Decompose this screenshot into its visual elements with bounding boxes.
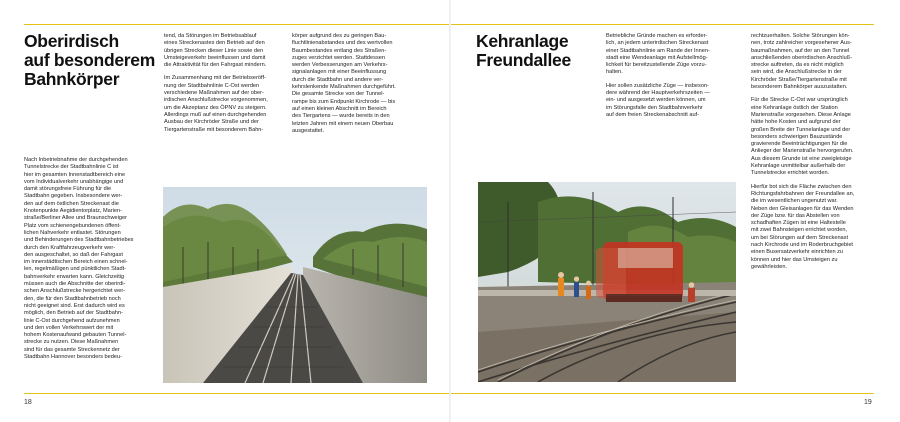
page-title: Oberirdisch auf besonderem Bahnkörper [24, 31, 155, 89]
tunnel-ramp-photo [163, 187, 427, 383]
right-page [450, 0, 900, 422]
paragraph: Hierfür bot sich die Fläche zwischen den Richtungsfahrbahnen der Freundallee an, die im wesentlichen ungenutzt war. Neben den Gleisanlagen für das Wenden der Züge bzw. für das Abstellen von schadhaften Zügen ist eine Haltestelle mit zwei Bahnsteigen errichtet worden, um bei Störungen auf dem Streckenast nach Kirchrode und im Roderbruchgebiet einen Busersatzverkehr einrichten zu können und hier das Umsteigen zu gewährleisten. [751, 183, 855, 270]
text-column-2 [751, 33, 879, 277]
text-column-3 [292, 33, 426, 141]
top-rule [450, 24, 874, 25]
page-number: 19 [864, 399, 872, 406]
text-column-1 [24, 157, 158, 367]
intro-paragraph: Nach Inbetriebnahme der durchgehenden Tunnelstrecke der Stadtbahnlinie C ist hier im gesamten Innenstadtbereich eine vom Individualverkehr unabhängige und damit störungsfreie Führung für die Stadtbahn gegeben. Insbesondere wer- den auf dem östlichen Streckenast die Knotenpunkte Aegidientorplatz, Marien- straße/Berliner Allee und Braunschweiger Platz vom schienengebundenen öffent- lichen Nahverkehr entlastet. Störungen und Behinderungen des Stadtbahnbetriebes durch den Kraftfahrzeugverkehr wer- den ausgeschaltet, so daß der Fahrgast im innerstädtischen Bereich einen schnel- len, regelmäßigen und pünktlichen Stadt- bahnverkehr erwarten kann. Gleichzeitig müssen auch die Abschnitte der oberirdi- schen Anschlußstrecke hergerichtet wer- den, die für den Stadtbahnbetrieb noch nicht geeignet sind. Erst dadurch wird es möglich, den Betrieb auf der Stadtbahn- linie C-Ost durchgehend aufzunehmen und den vollen Verkehrswert der mit hohem Kostenaufwand gebauten Tunnel- strecke zu nutzen. Diese Maßnahmen sind für das gesamte Streckennetz der Stadtbahn Hannover besonders bedeu- [24, 157, 134, 361]
page-title: Kehranlage Freundallee [476, 31, 571, 70]
paragraph: rechtzuerhalten. Solche Störungen kön- nen, trotz zahlreicher vorgesehener Aus- baumaßnahmen, auf der an den Tunnel anschließenden oberirdischen Anschluß- strecke auftreten, da es nicht möglich sein wird, die Anschlußstrecke in der Kirchröder Straße/Tiergartenstraße mit besonderem Bahnkörper auszustatten. [751, 33, 853, 91]
turning-facility-photo [478, 182, 736, 382]
paragraph: tend, da Störungen im Betriebsablauf eines Streckenastes den Betrieb auf den übrigen Strecken dieser Linie sowie den Umsteigeverkehr beeinflussen und damit die Attraktivität für den Fahrgast mindern. [164, 33, 267, 69]
gutter [449, 0, 451, 422]
paragraph: körper aufgrund des zu geringen Bau- fluchtlinienabstandes und des wertvollen Baumbestandes entlang des Straßen- zuges verzichtet werden. Stattdessen werden Verbesserungen am Verkehrs- signalanlagen mit einer Beeinflussung durch die Stadtbahn und andere ver- kehrslenkende Maßnahmen durchgeführt. Die gesamte Strecke von der Tunnel- rampe bis zum Endpunkt Kirchrode — bis auf einen kleinen Abschnitt im Bereich des Tiergartens — wurde bereits in den letzten Jahren mit einem neuen Oberbau ausgestattet. [292, 33, 396, 134]
top-rule [24, 24, 450, 25]
paragraph: Hier sollen zusätzliche Züge — insbeson- dere während der Hauptverkehrszeiten — ein- und ausgesetzt werden können, um im Störungsfalle den Stadtbahnverkehr auf dem freien Streckenabschnitt auf- [606, 82, 710, 118]
paragraph: Im Zusammenhang mit der Betriebseröff- nung der Stadtbahnlinie C-Ost werden verschiedene Maßnahmen auf der ober- irdischen Anschlußstrecke vorgenommen, um die Akzeptanz des ÖPNV zu steigern. Allerdings muß auf einen durchgehenden Ausbau der Kirchröder Straße und der Tiergartenstraße mit besonderem Bahn- [164, 75, 268, 133]
page-number: 18 [24, 399, 32, 406]
paragraph: Für die Strecke C-Ost war ursprünglich eine Kehranlage östlich der Station Marienstraße vorgesehen. Diese Anlage hätte hohe Kosten und aufgrund der großen Breite der Tunnelanlage und der besonders schwierigen Bauzustände gravierende Beeinträchtigungen für die Anlieger der Marienstraße hervorgerufen. Aus diesem Grunde ist eine zweigleisige Kehranlage unmittelbar außerhalb der Tunnelstrecke errichtet worden. [751, 97, 854, 177]
text-column-2 [164, 33, 288, 140]
paragraph: Betriebliche Gründe machen es erforder- lich, an jedem unterirdischen Streckenast einer Stadtbahnlinie am Rande der Innen- stadt eine Wendeanlage mit Aufstellmög- lichkeit für bereitzustellende Züge vorzu- halten. [606, 33, 710, 76]
bottom-rule [24, 393, 450, 394]
bottom-rule [450, 393, 874, 394]
text-column-1 [606, 33, 736, 125]
